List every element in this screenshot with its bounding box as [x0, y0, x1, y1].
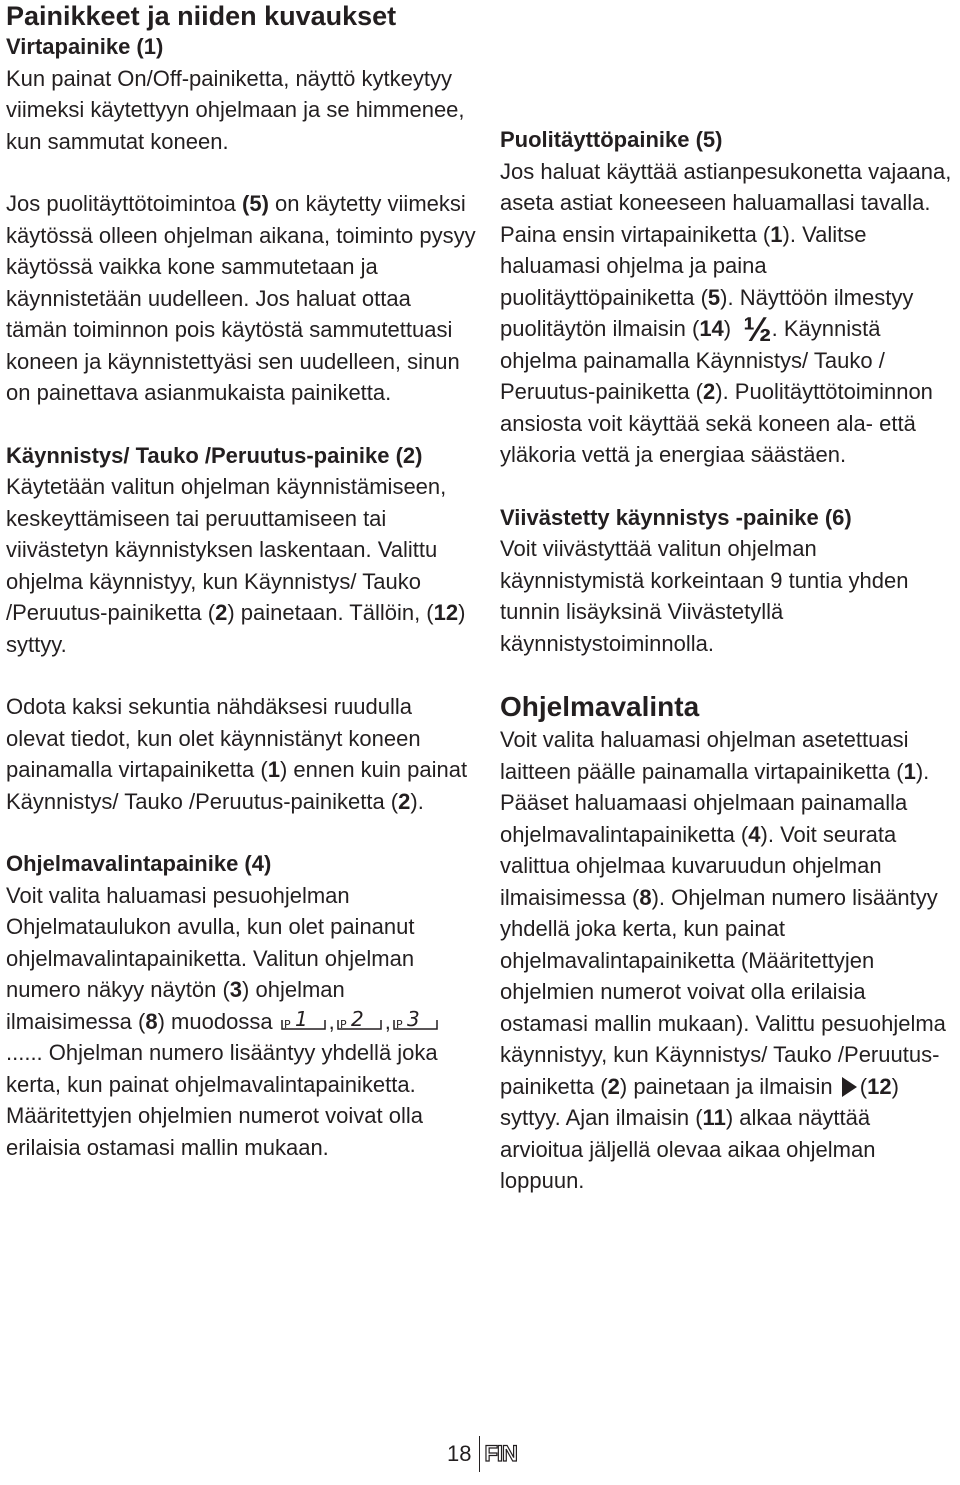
power-button-heading: Virtapainike (1): [6, 34, 164, 59]
program-p1-display-icon: [281, 1007, 327, 1031]
half-load-paragraph: Jos haluat käyttää astianpesukonetta vajaana, aseta astiat koneeseen haluamallasi tavalla. Paina ensin virtapainiketta (1). Valitse haluamasi ohjelma ja paina puolitäyttöpainiketta (5). Näyttöön ilmestyy puolitäytön ilmaisin (14) ½. Käynnistä ohjelma painamalla Käynnistys/ Tauko / Peruutus-painiketta (2). Puolitäyttötoiminnon ansiosta voit käyttää sekä koneen ala- että yläkoria vettä ja energiaa säästäen.: [500, 158, 952, 467]
half-load-heading: Puolitäyttöpainike (5): [500, 127, 723, 152]
start-pause-cancel-paragraph-1: Käytetään valitun ohjelman käynnistämiseen, keskeyttämiseen tai peruuttamiseen tai viivästetyn käynnistyksen laskentaan. Valittu ohjelma käynnistyy, kun Käynnistys/ Tauko /Peruutus-painiketta (2) painetaan. Tällöin, (12) syttyy.: [6, 474, 466, 657]
program-p3-display-icon: [393, 1007, 439, 1031]
program-selection-heading: Ohjelmavalinta: [500, 691, 700, 722]
right-column: [500, 0, 955, 1197]
program-p3-prefix: P: [395, 1017, 403, 1031]
program-p2-display-icon: [337, 1007, 383, 1031]
power-button-paragraph-1: Kun painat On/Off-painiketta, näyttö kytkeytyy viimeksi käytettyyn ohjelmaan ja se himmenee, kun sammutat koneen.: [6, 65, 465, 154]
delayed-start-heading: Viivästetty käynnistys -painike (6): [500, 504, 852, 530]
start-pause-cancel-paragraph-2: Odota kaksi sekuntia nähdäksesi ruudulla olevat tiedot, kun olet käynnistänyt koneen painamalla virtapainiketta (1) ennen kuin painat Käynnistys/ Tauko /Peruutus-painiketta (2).: [6, 694, 468, 814]
program-selection-paragraph: Voit valita haluamasi ohjelman asetettuasi laitteen päälle painamalla virtapainiketta (1). Pääset haluamaasi ohjelmaan painamalla ohjelmavalintapainiketta (4). Voit seurata valittua ohjelmaa kuvaruudun ohjelman ilmaisimessa (8). Ohjelman numero lisääntyy yhdellä joka kerta, kun painat ohjelmavalintapainiketta (Määritettyjen ohjelmien numerot voivat olla erilaisia ostamasi mallin mukaan). Valittu pesuohjelma käynnistyy, kun Käynnistys/ Tauko /Peruutus-painiketta (2) painetaan ja ilmaisin (12) syttyy. Ajan ilmaisin (11) alkaa näyttää arvioitua jäljellä olevaa aikaa ohjelman loppuun.: [500, 727, 946, 1193]
program-select-paragraph: Voit valita haluamasi pesuohjelman Ohjelmataulukon avulla, kun olet painanut ohjelmavalintapainiketta. Valitun ohjelman numero näkyy näytön (3) ohjelman ilmaisimessa (8) muodossa P 1 , P 2 , P 3 ...... Ohjelman numero lisääntyy yhdellä joka kerta, kun painat ohjelmavalintapainiketta. Määritettyjen ohjelmien numerot voivat olla erilaisia ostamasi mallin mukaan.: [6, 882, 438, 1160]
program-select-heading: Ohjelmavalintapainike (4): [6, 851, 272, 876]
play-icon: [842, 1077, 857, 1097]
program-p2-digit: 2: [350, 1006, 364, 1031]
program-p1-prefix: P: [283, 1017, 291, 1031]
start-pause-cancel-heading: Käynnistys/ Tauko /Peruutus-painike (2): [6, 442, 423, 468]
language-code: FIN: [484, 1441, 517, 1466]
left-column: [6, 0, 476, 1163]
half-load-icon: ½: [743, 311, 772, 349]
page-number: 18: [447, 1441, 472, 1466]
power-button-paragraph-2: Jos puolitäyttötoimintoa (5) on käytetty viimeksi käytössä olleen ohjelman aikana, toiminto pysyy käytössä vaikka kone sammutetaan ja käynnistetään uudelleen. Jos haluat ottaa tämän toiminnon pois käytöstä sammutettuasi koneen ja käynnistettyäsi sen uudelleen, sinun on painettava asianmukaista painiketta.: [6, 191, 476, 405]
program-p1-digit: 1: [294, 1006, 308, 1031]
program-p3-digit: 3: [406, 1006, 420, 1031]
page-footer: [447, 1436, 517, 1472]
page-title: Painikkeet ja niiden kuvaukset: [6, 1, 397, 31]
footer-divider: [479, 1436, 480, 1472]
program-p2-prefix: P: [339, 1017, 347, 1031]
delayed-start-paragraph: Voit viivästyttää valitun ohjelman käynnistymistä korkeintaan 9 tuntia yhden tunnin lisäyksinä Viivästetyllä käynnistystoiminnolla.: [500, 536, 909, 656]
